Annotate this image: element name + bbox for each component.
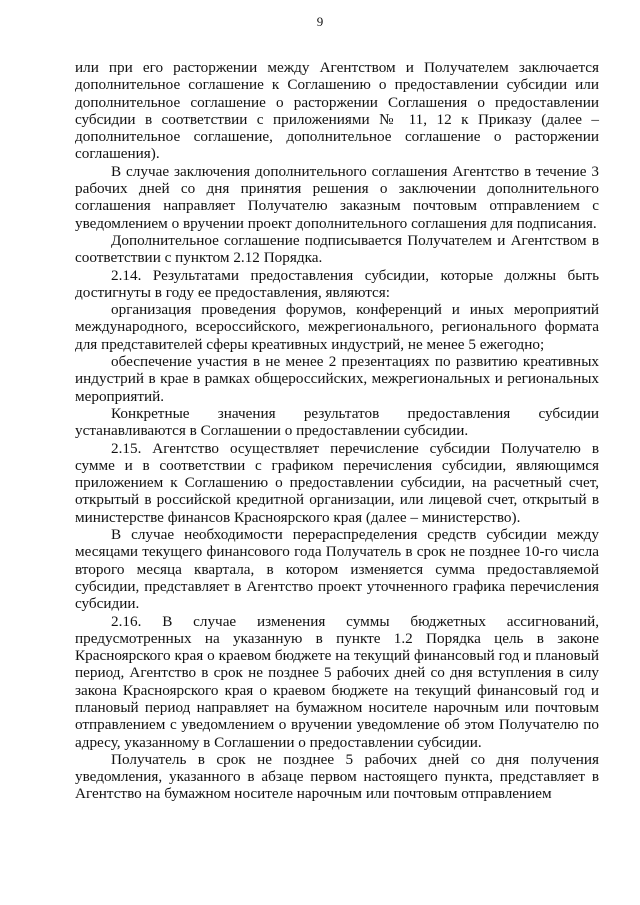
paragraph-7: Конкретные значения результатов предоставления субсидии устанавливаются в Соглашении о предоставлении субсидии. — [75, 404, 599, 440]
paragraph-1: или при его расторжении между Агентством и Получателем заключается дополнительное соглашение к Соглашению о предоставлении субсидии или дополнительное соглашение о расторжении Соглашения о предоставлении субсидии в соответствии с приложениями № 11, 12 к Приказу (далее – дополнительное соглашение, дополнительное соглашение о расторжении соглашения). — [75, 59, 599, 163]
paragraph-6: обеспечение участия в не менее 2 презентациях по развитию креативных индустрий в крае в рамках общероссийских, межрегиональных и региональных мероприятий. — [75, 353, 599, 405]
paragraph-9: В случае необходимости перераспределения средств субсидии между месяцами текущего финансового года Получатель в срок не позднее 10-го числа второго месяца квартала, в котором изменяется сумма предоставляемой субсидии, представляет в Агентство проект уточненного графика перечисления субсидии. — [75, 526, 599, 613]
paragraph-8: 2.15. Агентство осуществляет перечисление субсидии Получателю в сумме и в соответствии с графиком перечисления субсидии, являющимся приложением к Соглашению о предоставлении субсидии, на расчетный счет, открытый в российской кредитной организации, или лицевой счет, открытый в министерстве финансов Красноярского края (далее – министерство). — [75, 439, 599, 526]
paragraph-5: организация проведения форумов, конференций и иных мероприятий международного, всероссийского, межрегионального, регионального формата для представителей сферы креативных индустрий, не менее 5 ежегодно; — [75, 301, 599, 353]
paragraph-10: 2.16. В случае изменения суммы бюджетных ассигнований, предусмотренных на указанную в пункте 1.2 Порядка цель в законе Красноярского края о краевом бюджете на текущий финансовый год и плановый период, Агентство в срок не позднее 5 рабочих дней со дня вступления в силу закона Красноярского края о краевом бюджете на текущий финансовый год и плановый период направляет на бумажном носителе нарочным или почтовым отправлением с уведомлением о вручении уведомление об этом Получателю по адресу, указанному в Соглашении о предоставлении субсидии. — [75, 612, 599, 751]
paragraph-11: Получатель в срок не позднее 5 рабочих дней со дня получения уведомления, указанного в абзаце первом настоящего пункта, представляет в Агентство на бумажном носителе нарочным или почтовым отправлением — [75, 750, 599, 803]
document-body — [75, 59, 599, 803]
paragraph-2: В случае заключения дополнительного соглашения Агентство в течение 3 рабочих дней со дня принятия решения о заключении дополнительного соглашения направляет Получателю заказным почтовым отправлением с уведомлением о вручении проект дополнительного соглашения для подписания. — [75, 162, 599, 232]
paragraph-3: Дополнительное соглашение подписывается Получателем и Агентством в соответствии с пунктом 2.12 Порядка. — [75, 231, 599, 267]
page-number: 9 — [316, 14, 324, 29]
paragraph-4: 2.14. Результатами предоставления субсидии, которые должны быть достигнуты в году ее предоставления, являются: — [75, 266, 599, 301]
